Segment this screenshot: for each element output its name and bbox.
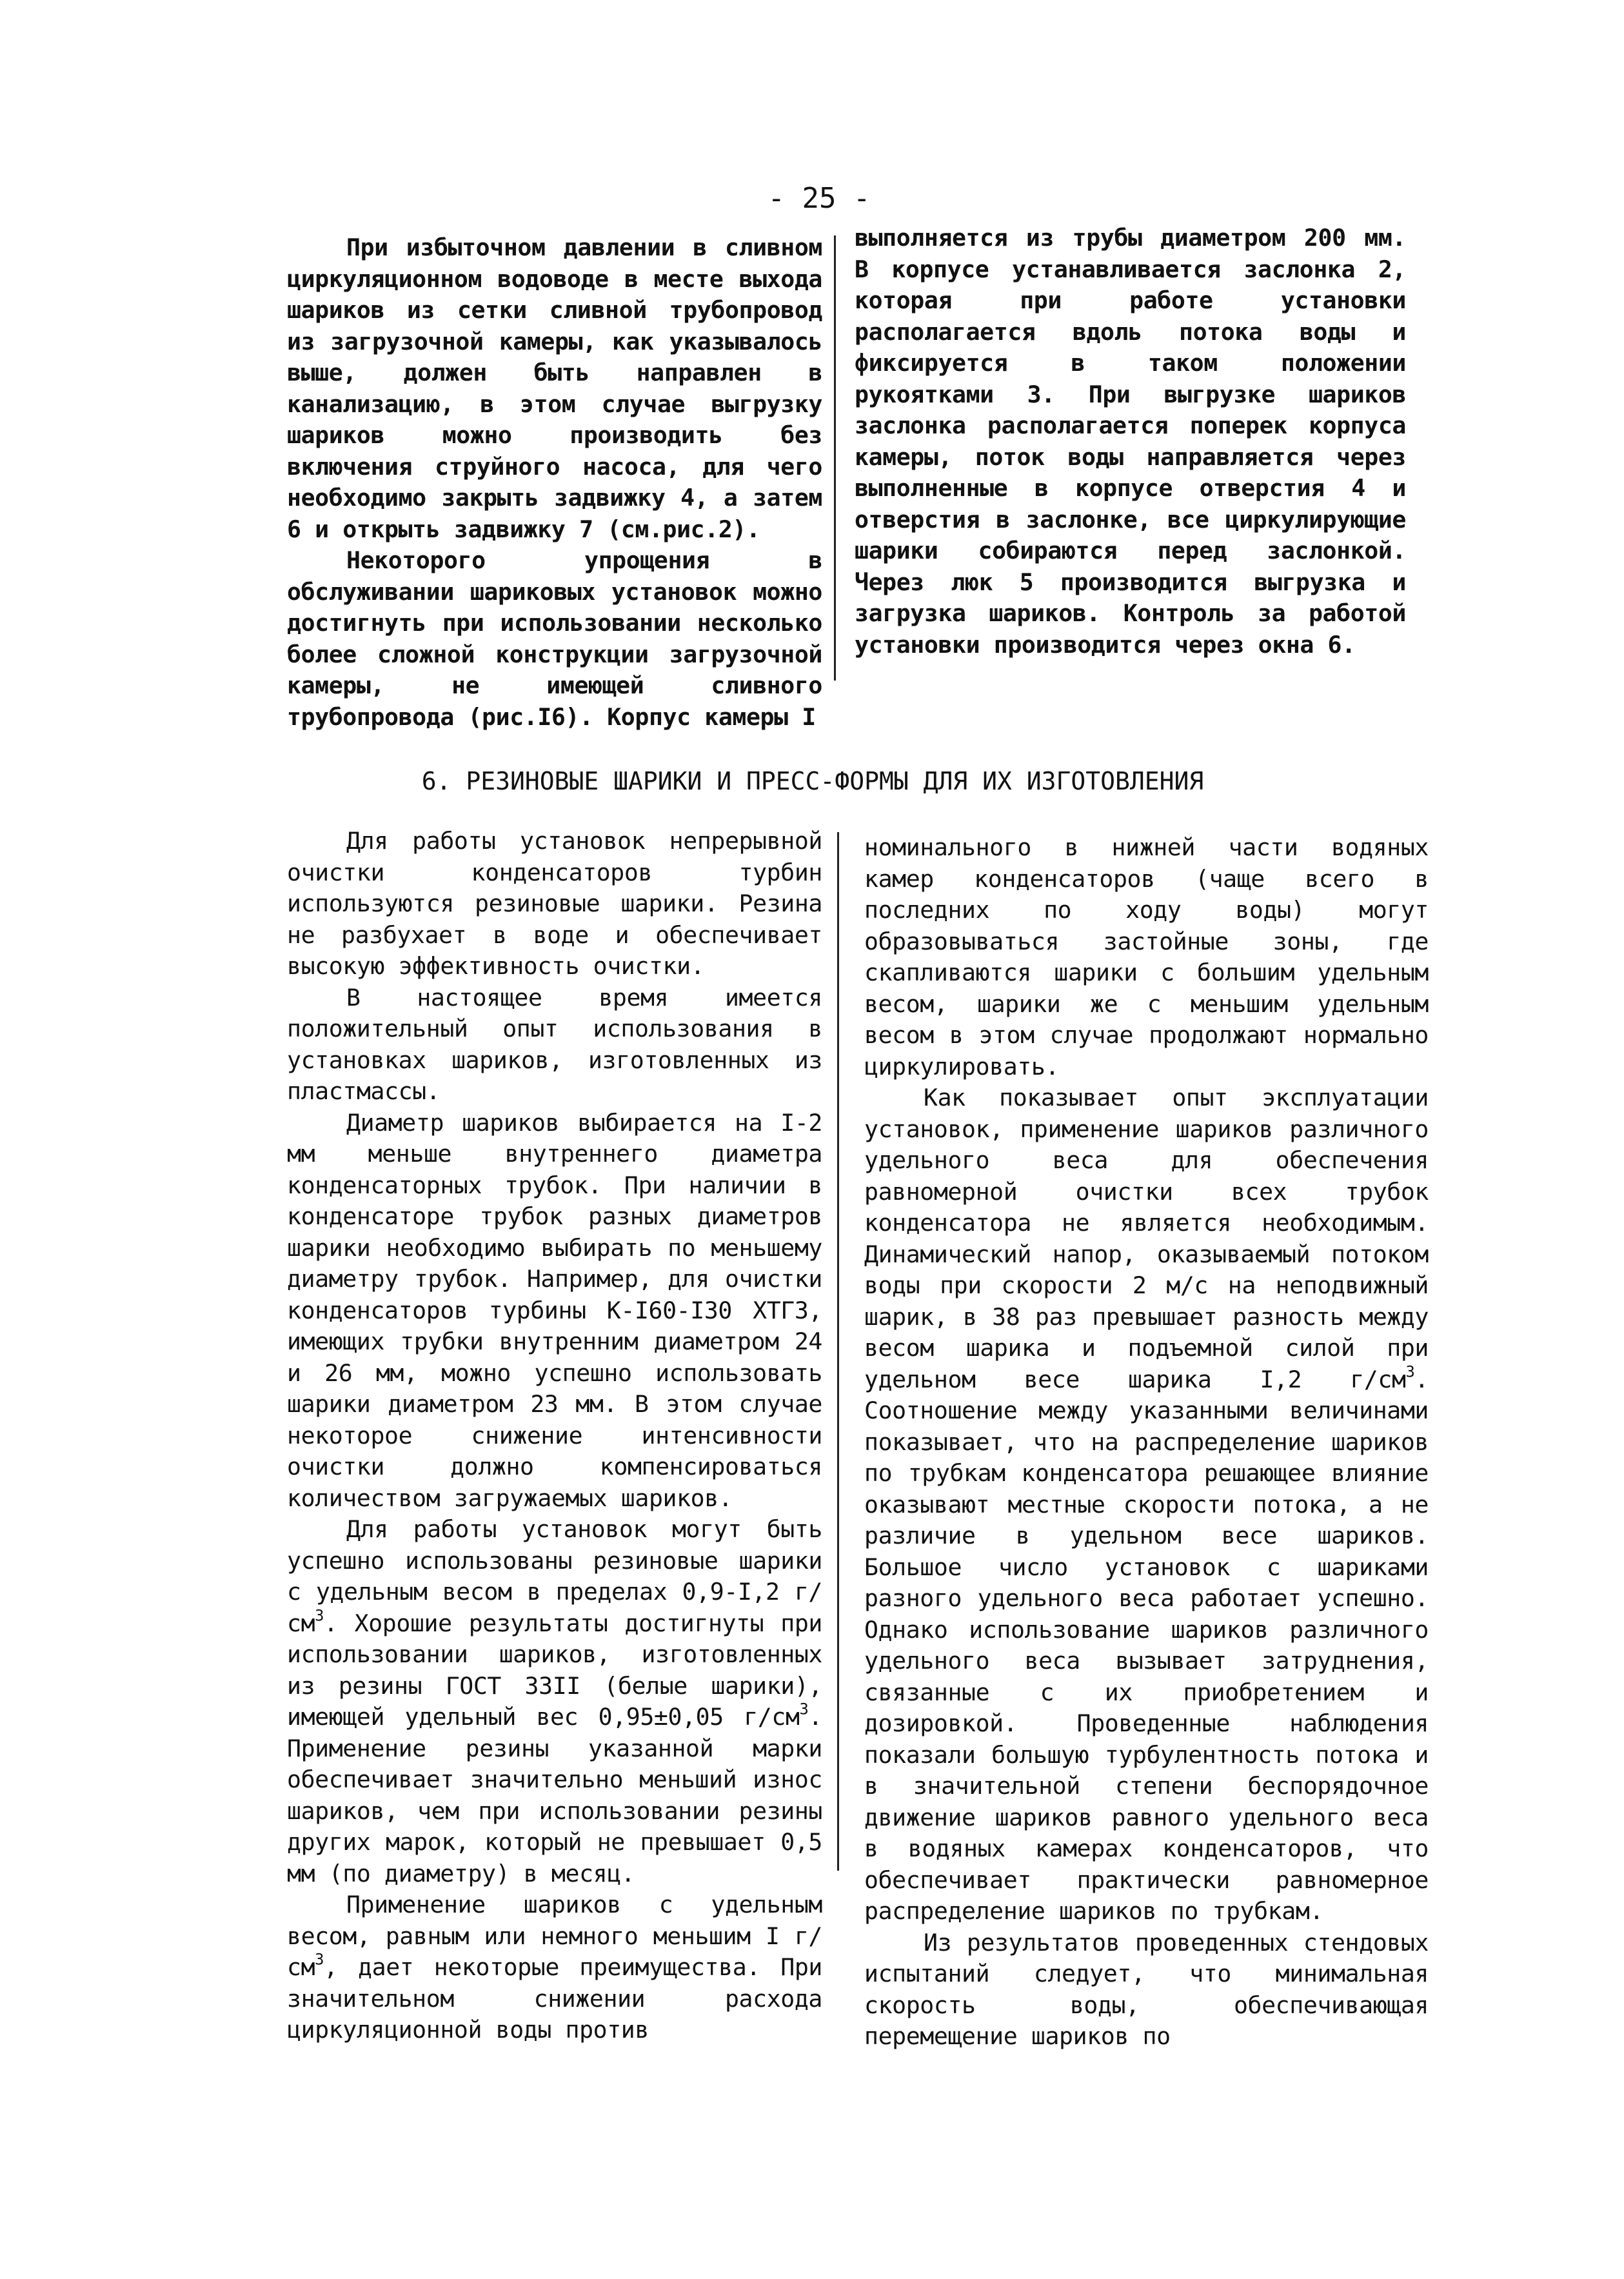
text-run: Применение шариков с удельным весом, равным или немного меньшим I г/см (287, 1891, 822, 1981)
text-run: Для работы установок могут быть успешно использованы резиновые шарики с удельным весом в пределах 0,9-I,2 г/см (287, 1515, 822, 1637)
paragraph (287, 1514, 822, 1889)
bottom-left-column (287, 826, 822, 2046)
top-left-column (287, 232, 822, 733)
text-run: Как показывает опыт эксплуатации установок, применение шариков различного удельного веса для обеспечения равномерной очистки всех трубок конденсатора не является необходимым. Динамический напор, оказываемый потоком воды при скорости 2 м/с на неподвижный шарик, в 38 раз превышает разность между весом шарика и подъемной силой при удельном весе шарика I,2 г/см (864, 1084, 1429, 1393)
superscript: 3 (315, 1950, 324, 1969)
paragraph: В настоящее время имеется положительный опыт использования в установках шариков, изготовленных из пластмассы. (287, 983, 822, 1105)
text-run: . Применение резины указанной марки обеспечивает значительно меньший износ шариков, чем при использовании резины других марок, который не превышает 0,5 мм (по диаметру) в месяц. (287, 1703, 822, 1887)
paragraph (864, 1082, 1429, 1927)
paragraph: номинального в нижней части водяных камер конденсаторов (чаще всего в последних по ходу воды) могут образовываться застойные зоны, где скапливаются шарики с большим удельным весом, шарики же с меньшим удельным весом в этом случае продолжают нормально циркулировать. (864, 833, 1429, 1080)
paragraph: Некоторого упрощения в обслуживании шариковых установок можно достигнуть при использовании несколько более сложной конструкции загрузочной камеры, не имеющей сливного трубопровода (рис.I6). Корпус камеры I (287, 546, 822, 731)
text-run: , дает некоторые преимущества. При значительном снижении расхода циркуляционной воды против (287, 1953, 822, 2044)
column-divider (834, 235, 836, 681)
top-right-column (855, 223, 1406, 661)
superscript: 3 (1405, 1362, 1415, 1380)
column-divider (837, 832, 839, 1871)
paragraph: Диаметр шариков выбирается на I-2 мм меньше внутреннего диаметра конденсаторных трубок. При наличии в конденсаторе трубок разных диаметров шарики необходимо выбирать по меньшему диаметру трубок. Например, для очистки конденсаторов турбины К-I60-I30 ХТГЗ, имеющих трубки внутренним диаметром 24 и 26 мм, можно успешно использовать шарики диаметром 23 мм. В этом случае некоторое снижение интенсивности очистки должно компенсироваться количеством загружаемых шариков. (287, 1108, 822, 1512)
bottom-right-column (864, 832, 1429, 2053)
paragraph (287, 1889, 822, 2046)
paragraph: При избыточном давлении в сливном циркуляционном водоводе в месте выхода шариков из сетки сливной трубопровод из загрузочной камеры, как указывалось выше, должен быть направлен в канализацию, в этом случае выгрузку шариков можно производить без включения струйного насоса, для чего необходимо закрыть задвижку 4, а затем 6 и открыть задвижку 7 (см.рис.2). (287, 234, 822, 543)
paragraph: выполняется из трубы диаметром 200 мм. В корпусе устанавливается заслонка 2, которая при работе установки располагается вдоль потока воды и фиксируется в таком положении рукоятками 3. При выгрузке шариков заслонка располагается поперек корпуса камеры, поток воды направляется через выполненные в корпусе отверстия 4 и отверстия в заслонке, все циркулирующие шарики собираются перед заслонкой. Через люк 5 производится выгрузка и загрузка шариков. Контроль за работой установки производится через окна 6. (855, 224, 1406, 659)
text-run: . Соотношение между указанными величинами показывает, что на распределение шариков по трубкам конденсатора решающее влияние оказывают местные скорости потока, а не различие в удельном весе шариков. Большое число установок с шариками разного удельного веса работает успешно. Однако использование шариков различного удельного веса вызывает затруднения, связанные с их приобретением и дозировкой. Проведенные наблюдения показали большую турбулентность потока и в значительной степени беспорядочное движение шариков равного удельного веса в водяных камерах конденсаторов, что обеспечивает практически равномерное распределение шариков по трубкам. (864, 1365, 1429, 1925)
superscript: 3 (799, 1700, 809, 1718)
page-number: - 25 - (767, 182, 871, 215)
paragraph: Из результатов проведенных стендовых испытаний следует, что минимальная скорость воды, обеспечивающая перемещение шариков по (864, 1928, 1429, 2050)
section-heading: 6. РЕЗИНОВЫЕ ШАРИКИ И ПРЕСС-ФОРМЫ ДЛЯ ИХ ИЗГОТОВЛЕНИЯ (421, 767, 1204, 795)
paragraph: Для работы установок непрерывной очистки конденсаторов турбин используются резиновые шарики. Резина не разбухает в воде и обеспечивает высокую эффективность очистки. (287, 827, 822, 980)
text-run: . Хорошие результаты достигнуты при использовании шариков, изготовленных из резины ГОСТ 33II (белые шарики), имеющей удельный вес 0,95±0,05 г/см (287, 1609, 822, 1731)
superscript: 3 (315, 1606, 324, 1624)
